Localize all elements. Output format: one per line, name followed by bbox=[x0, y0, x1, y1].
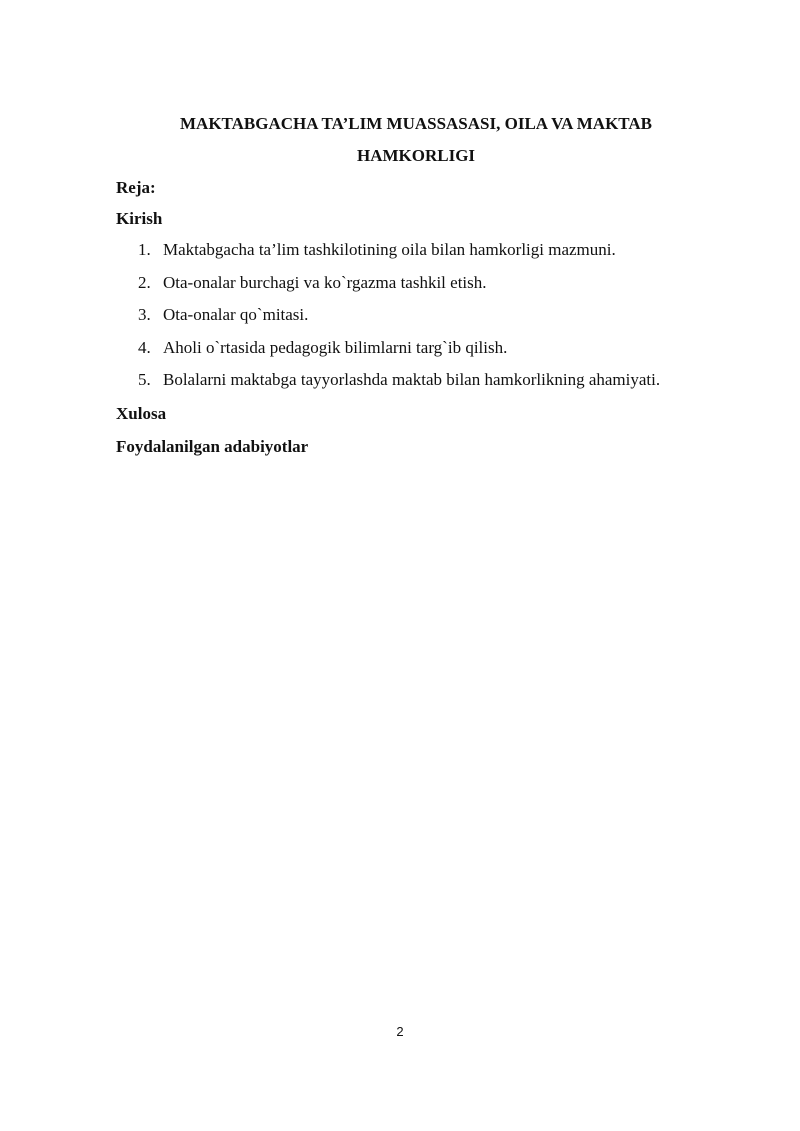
plan-item-text: Ota-onalar burchagi va ko`rgazma tashkil etish. bbox=[163, 272, 487, 292]
plan-item-text: Maktabgacha ta’lim tashkilotining oila bilan hamkorligi mazmuni. bbox=[163, 240, 616, 259]
plan-item-text: Bolalarni maktabga tayyorlashda maktab bilan hamkorlikning ahamiyati. bbox=[163, 370, 661, 389]
plan-list bbox=[138, 240, 660, 403]
intro-heading: Kirish bbox=[116, 209, 163, 228]
plan-heading: Reja: bbox=[116, 178, 156, 197]
plan-item-number: 1. bbox=[138, 240, 151, 259]
plan-list-item bbox=[138, 370, 660, 403]
references-heading: Foydalanilgan adabiyotlar bbox=[116, 437, 309, 456]
document-title-line1: MAKTABGACHA TA’LIM MUASSASASI, OILA VA MAKTAB bbox=[180, 114, 652, 133]
document-title-line2: HAMKORLIGI bbox=[356, 146, 476, 165]
plan-list-item bbox=[138, 305, 660, 338]
document-title bbox=[116, 108, 716, 172]
plan-item-number: 4. bbox=[138, 337, 151, 357]
plan-item-text: Ota-onalar qo`mitasi. bbox=[163, 305, 309, 324]
plan-item-number: 3. bbox=[138, 305, 151, 324]
plan-item-text: Aholi o`rtasida pedagogik bilimlarni targ`ib qilish. bbox=[163, 337, 508, 357]
plan-list-item bbox=[138, 273, 660, 306]
conclusion-heading: Xulosa bbox=[116, 404, 167, 423]
plan-item-number: 2. bbox=[138, 272, 151, 292]
page-number: 2 bbox=[396, 1024, 404, 1039]
plan-item-number: 5. bbox=[138, 370, 151, 389]
plan-list-item bbox=[138, 338, 660, 371]
plan-list-item bbox=[138, 240, 660, 273]
